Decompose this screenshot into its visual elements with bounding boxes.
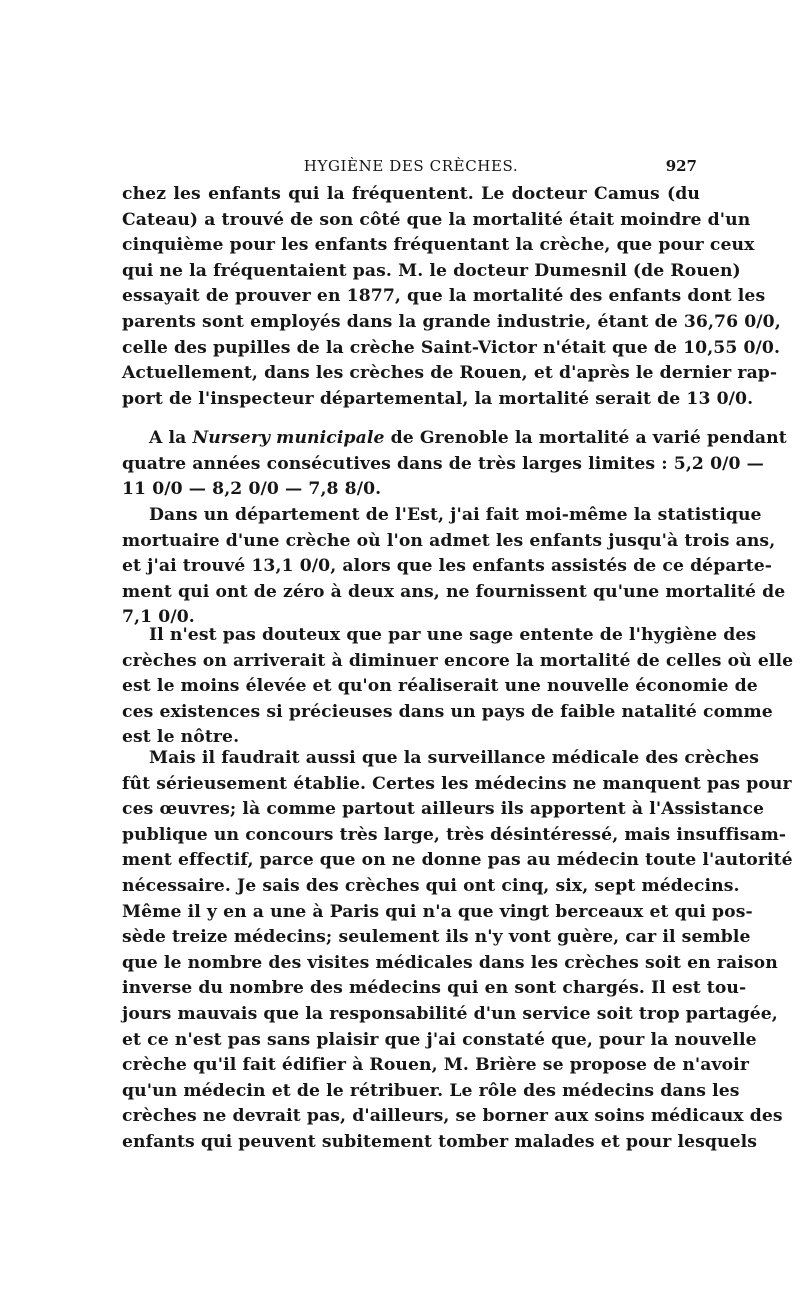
text-line: port de l'inspecteur départemental, la mortalité serait de 13 0/0. xyxy=(122,388,754,409)
text-line: fût sérieusement établie. Certes les médecins ne manquent pas pour xyxy=(122,773,792,794)
text-line: ment effectif, parce que on ne donne pas au médecin toute l'autorité xyxy=(122,850,793,871)
text-line: ment qui ont de zéro à deux ans, ne fournissent qu'une mortalité de xyxy=(122,581,786,602)
text-line: parents sont employés dans la grande industrie, étant de 36,76 0/0, xyxy=(122,311,781,332)
text-line: Actuellement, dans les crèches de Rouen, et d'après le dernier rap- xyxy=(122,363,778,384)
running-title: HYGIÈNE DES CRÈCHES. xyxy=(303,157,519,175)
paragraph-3 xyxy=(122,503,786,631)
text-line: est le moins élevée et qu'on réaliserait une nouvelle économie de xyxy=(122,676,758,697)
page-number: 927 xyxy=(665,157,697,175)
text-line: nécessaire. Je sais des crèches qui ont cinq, six, sept médecins. xyxy=(122,875,740,896)
text-line: Cateau) a trouvé de son côté que la mortalité était moindre d'un xyxy=(122,209,751,230)
text-line: sède treize médecins; seulement ils n'y vont guère, car il semble xyxy=(122,927,751,948)
italic-term: Nursery municipale xyxy=(192,428,385,448)
text-line: Mais il faudrait aussi que la surveillance médicale des crèches xyxy=(149,748,760,768)
text-line: inverse du nombre des médecins qui en sont chargés. Il est tou- xyxy=(122,978,747,999)
text-line: crèches ne devrait pas, d'ailleurs, se borner aux soins médicaux des xyxy=(122,1106,783,1127)
text-line: Même il y en a une à Paris qui n'a que vingt berceaux et qui pos- xyxy=(122,901,753,922)
paragraph-5 xyxy=(122,746,793,1156)
text-line: ces œuvres; là comme partout ailleurs ils apportent à l'Assistance xyxy=(122,799,765,820)
text-line xyxy=(122,426,787,452)
text-line: ces existences si précieuses dans un pays de faible natalité comme xyxy=(122,701,773,722)
text-line: crèches on arriverait à diminuer encore la mortalité de celles où elle xyxy=(122,650,794,671)
paragraph-4 xyxy=(122,623,794,751)
text-line: Il n'est pas douteux que par une sage entente de l'hygiène des xyxy=(149,625,757,645)
paragraph-1 xyxy=(122,182,781,412)
running-head xyxy=(122,157,700,183)
text-run: A la xyxy=(149,428,193,448)
text-line: essayait de prouver en 1877, que la mortalité des enfants dont les xyxy=(122,286,766,307)
text-line: quatre années consécutives dans de très larges limites : 5,2 0/0 — xyxy=(122,453,764,474)
text-line: 11 0/0 — 8,2 0/0 — 7,8 8/0. xyxy=(122,479,382,500)
text-line: est le nôtre. xyxy=(122,727,240,748)
text-line: Dans un département de l'Est, j'ai fait moi-même la statistique xyxy=(149,505,762,525)
text-line: crèche qu'il fait édifier à Rouen, M. Brière se propose de n'avoir xyxy=(122,1055,749,1076)
text-line: qui ne la fréquentaient pas. M. le docteur Dumesnil (de Rouen) xyxy=(122,260,741,281)
text-line: celle des pupilles de la crèche Saint-Victor n'était que de 10,55 0/0. xyxy=(122,337,781,358)
text-line: chez les enfants qui la fréquentent. Le docteur Camus (du xyxy=(122,184,700,204)
text-line: enfants qui peuvent subitement tomber malades et pour lesquels xyxy=(122,1131,758,1152)
text-line: qu'un médecin et de le rétribuer. Le rôle des médecins dans les xyxy=(122,1080,740,1101)
text-line: publique un concours très large, très désintéressé, mais insuffisam- xyxy=(122,824,787,845)
text-line: que le nombre des visites médicales dans les crèches soit en raison xyxy=(122,952,778,973)
text-line: et ce n'est pas sans plaisir que j'ai constaté que, pour la nouvelle xyxy=(122,1029,757,1050)
text-line: mortuaire d'une crèche où l'on admet les enfants jusqu'à trois ans, xyxy=(122,530,776,551)
text-run: de Grenoble la mortalité a varié pendant xyxy=(384,428,787,448)
text-line: jours mauvais que la responsabilité d'un service soit trop partagée, xyxy=(122,1003,778,1024)
text-line: 7,1 0/0. xyxy=(122,607,195,628)
text-line: et j'ai trouvé 13,1 0/0, alors que les enfants assistés de ce départe- xyxy=(122,556,773,577)
paragraph-2 xyxy=(122,426,787,503)
text-line: cinquième pour les enfants fréquentant la crèche, que pour ceux xyxy=(122,235,755,256)
